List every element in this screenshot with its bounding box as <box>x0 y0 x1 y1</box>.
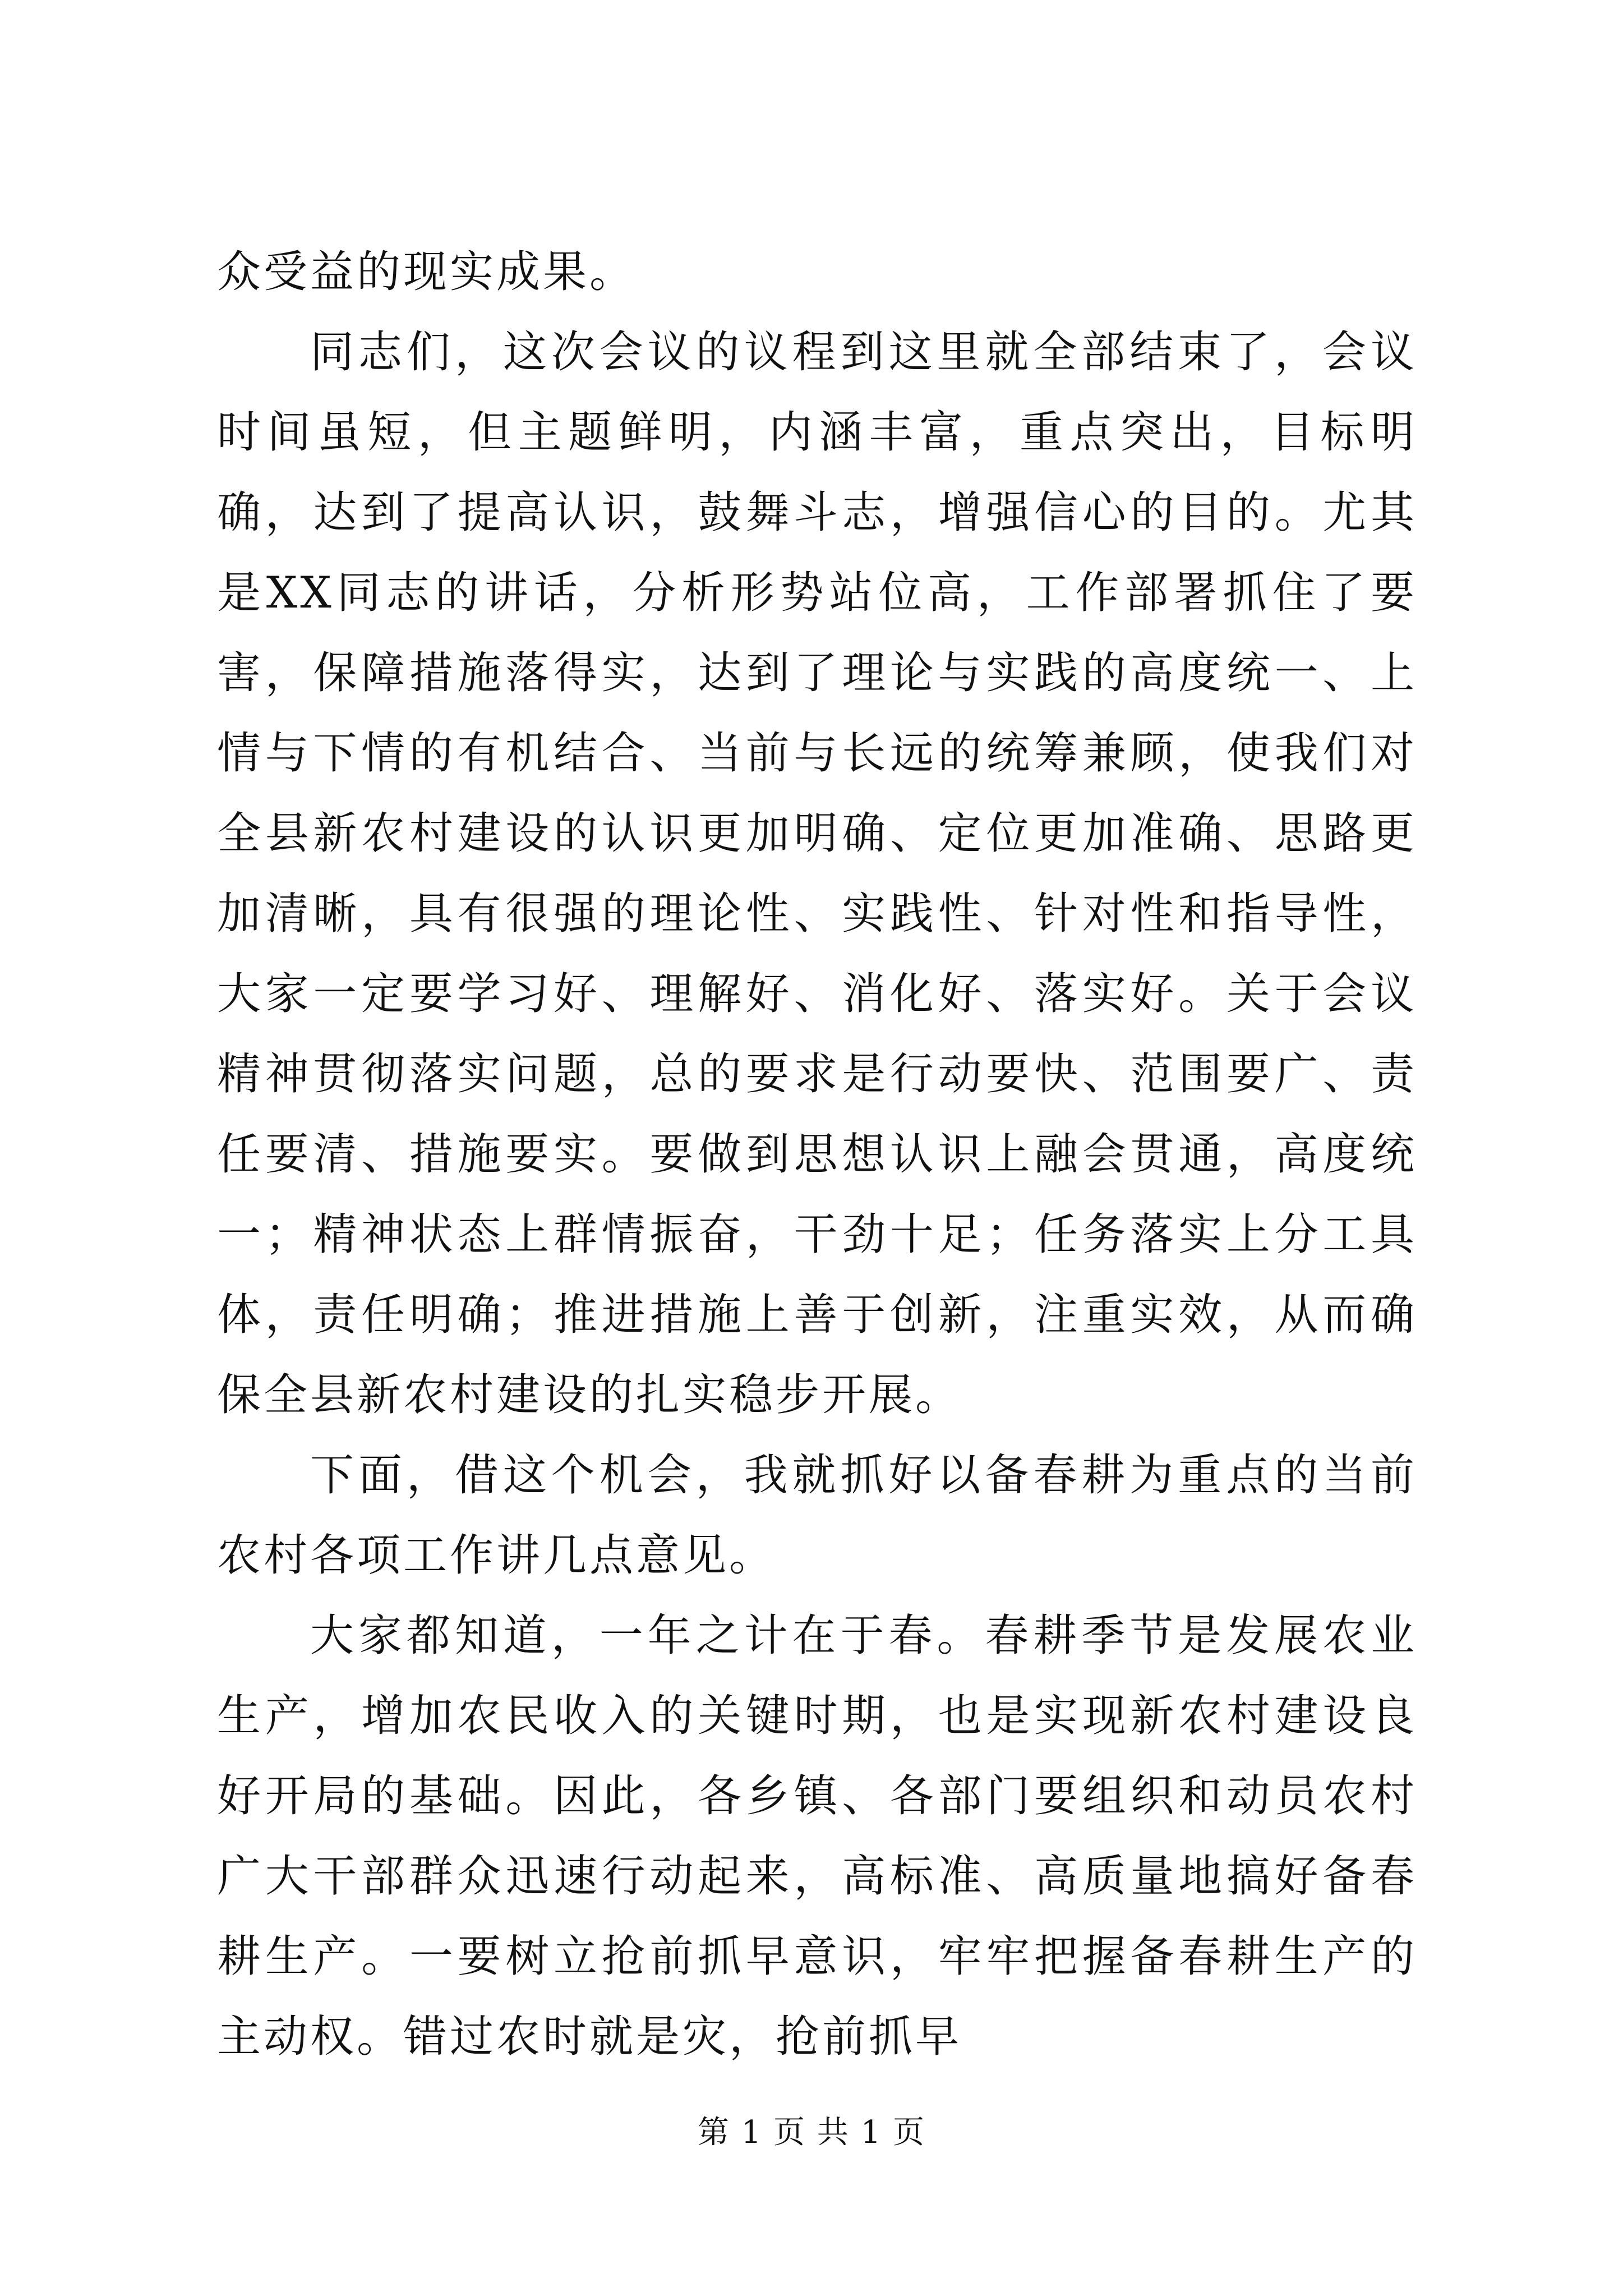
page-footer: 第 1 页 共 1 页 <box>697 2114 926 2151</box>
paragraph-2: 同志们，这次会议的议程到这里就全部结束了，会议时间虽短，但主题鲜明，内涵丰富，重点突出，目标明确，达到了提高认识，鼓舞斗志，增强信心的目的。尤其是XX同志的讲话，分析形势站位高，工作部署抓住了要害，保障措施落得实，达到了理论与实践的高度统一、上情与下情的有机结合、当前与长远的统筹兼顾，使我们对全县新农村建设的认识更加明确、定位更加准确、思路更加清晰，具有很强的理论性、实践性、针对性和指导性，大家一定要学习好、理解好、消化好、落实好。关于会议精神贯彻落实问题，总的要求是行动要快、范围要广、责任要清、措施要实。要做到思想认识上融会贯通，高度统一；精神状态上群情振奋，干劲十足；任务落实上分工具体，责任明确；推进措施上善于创新，注重实效，从而确保全县新农村建设的扎实稳步开展。 <box>217 327 1417 1420</box>
document-body <box>217 232 1417 2077</box>
paragraph-4: 大家都知道，一年之计在于春。春耕季节是发展农业生产，增加农民收入的关键时期，也是实现新农村建设良好开局的基础。因此，各乡镇、各部门要组织和动员农村广大干部群众迅速行动起来，高标准、高质量地搞好备春耕生产。一要树立抢前抓早意识，牢牢把握备春耕生产的主动权。错过农时就是灾，抢前抓早 <box>217 1611 1417 2062</box>
paragraph-1: 众受益的现实成果。 <box>217 247 637 297</box>
paragraph-3: 下面，借这个机会，我就抓好以备春耕为重点的当前农村各项工作讲几点意见。 <box>217 1450 1417 1581</box>
